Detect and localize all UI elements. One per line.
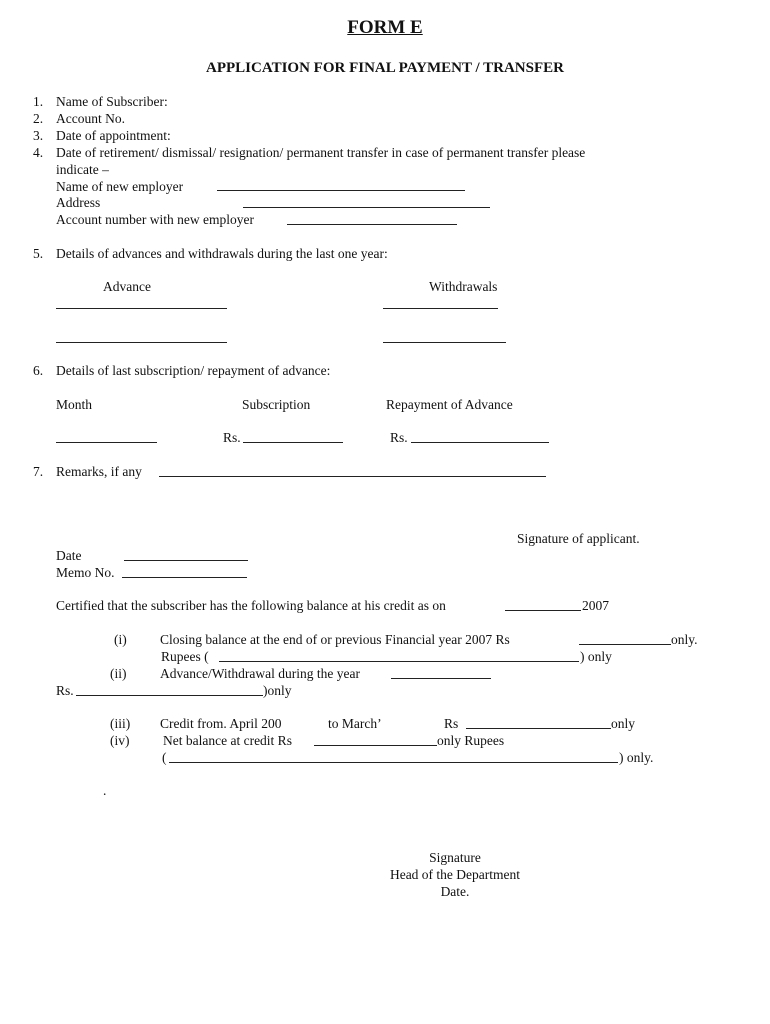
appointment-date-label: Date of appointment: xyxy=(56,128,171,143)
new-employer-line[interactable] xyxy=(217,190,465,191)
net-rupees-open: ( xyxy=(162,750,167,765)
repayment-line[interactable] xyxy=(411,442,549,443)
advance-withdrawal-label: Advance/Withdrawal during the year xyxy=(160,666,361,681)
closing-balance-line[interactable] xyxy=(579,644,671,645)
net-rupees-only: ) only. xyxy=(619,750,654,765)
item-7-number: 7. xyxy=(33,464,44,479)
memo-label: Memo No. xyxy=(56,565,115,580)
form-subtitle: APPLICATION FOR FINAL PAYMENT / TRANSFER xyxy=(206,60,564,76)
balance-ii-number: (ii) xyxy=(110,666,127,681)
repayment-rs-label: Rs. xyxy=(390,430,408,445)
head-department-label: Head of the Department xyxy=(389,867,521,882)
new-employer-label: Name of new employer xyxy=(56,179,184,194)
subscriber-name-label: Name of Subscriber: xyxy=(56,94,168,109)
credit-rs-label: Rs xyxy=(444,716,459,731)
advances-label: Details of advances and withdrawals during the last one year: xyxy=(56,246,388,261)
remarks-line[interactable] xyxy=(159,476,546,477)
head-signature-label: Signature xyxy=(429,850,481,865)
item-5-number: 5. xyxy=(33,246,44,261)
net-balance-only-rupees: only Rupees xyxy=(437,733,505,748)
advance-withdrawal-rs-line[interactable] xyxy=(76,695,263,696)
closing-balance-label: Closing balance at the end of or previous Financial year 2007 Rs xyxy=(160,632,510,647)
new-account-label: Account number with new employer xyxy=(56,212,254,227)
closing-rupees-label: Rupees ( xyxy=(161,649,209,664)
net-rupees-line[interactable] xyxy=(169,762,618,763)
certified-text: Certified that the subscriber has the following balance at his credit as on xyxy=(56,598,446,613)
withdrawals-heading: Withdrawals xyxy=(429,279,498,294)
advance-withdrawal-rs-label: Rs. xyxy=(56,683,74,698)
net-balance-line[interactable] xyxy=(314,745,437,746)
retirement-date-label-cont: indicate – xyxy=(56,162,109,177)
advance-heading: Advance xyxy=(103,279,151,294)
retirement-date-label: Date of retirement/ dismissal/ resignation/ permanent transfer in case of permanent transfer please xyxy=(56,145,586,160)
balance-i-number: (i) xyxy=(114,632,127,647)
credit-line[interactable] xyxy=(466,728,611,729)
advance-withdrawal-line[interactable] xyxy=(391,678,491,679)
advance-line-1[interactable] xyxy=(56,308,227,309)
item-3-number: 3. xyxy=(33,128,44,143)
item-6-number: 6. xyxy=(33,363,44,378)
subscription-details-label: Details of last subscription/ repayment of advance: xyxy=(56,363,331,378)
stray-dot: . xyxy=(103,783,107,798)
certified-date-line[interactable] xyxy=(505,610,581,611)
credit-april-label: Credit from. April 200 xyxy=(160,716,282,731)
item-1-number: 1. xyxy=(33,94,44,109)
withdrawal-line-2[interactable] xyxy=(383,342,506,343)
closing-rupees-line[interactable] xyxy=(219,661,579,662)
withdrawal-line-1[interactable] xyxy=(383,308,498,309)
net-balance-label: Net balance at credit Rs xyxy=(163,733,292,748)
form-title: FORM E xyxy=(347,17,423,38)
item-4-number: 4. xyxy=(33,145,44,160)
head-date-label: Date. xyxy=(440,884,470,899)
month-heading: Month xyxy=(56,397,93,412)
subscription-heading: Subscription xyxy=(242,397,311,412)
address-label: Address xyxy=(56,195,101,210)
certified-year: 2007 xyxy=(582,598,609,613)
account-no-label: Account No. xyxy=(56,111,125,126)
credit-only: only xyxy=(611,716,636,731)
advance-line-2[interactable] xyxy=(56,342,227,343)
address-line[interactable] xyxy=(243,207,490,208)
date-label: Date xyxy=(56,548,82,563)
credit-to-march-label: to March’ xyxy=(328,716,382,731)
subscription-rs-label: Rs. xyxy=(223,430,241,445)
balance-iii-number: (iii) xyxy=(110,716,131,731)
balance-iv-number: (iv) xyxy=(110,733,130,748)
new-account-line[interactable] xyxy=(287,224,457,225)
remarks-label: Remarks, if any xyxy=(56,464,142,479)
item-2-number: 2. xyxy=(33,111,44,126)
closing-rupees-only: ) only xyxy=(580,649,612,664)
applicant-signature-label: Signature of applicant. xyxy=(517,531,640,546)
advance-withdrawal-only: )only xyxy=(263,683,292,698)
closing-balance-only: only. xyxy=(671,632,698,647)
month-line[interactable] xyxy=(56,442,157,443)
memo-line[interactable] xyxy=(122,577,247,578)
subscription-line[interactable] xyxy=(243,442,343,443)
date-line[interactable] xyxy=(124,560,248,561)
repayment-heading: Repayment of Advance xyxy=(386,397,513,412)
